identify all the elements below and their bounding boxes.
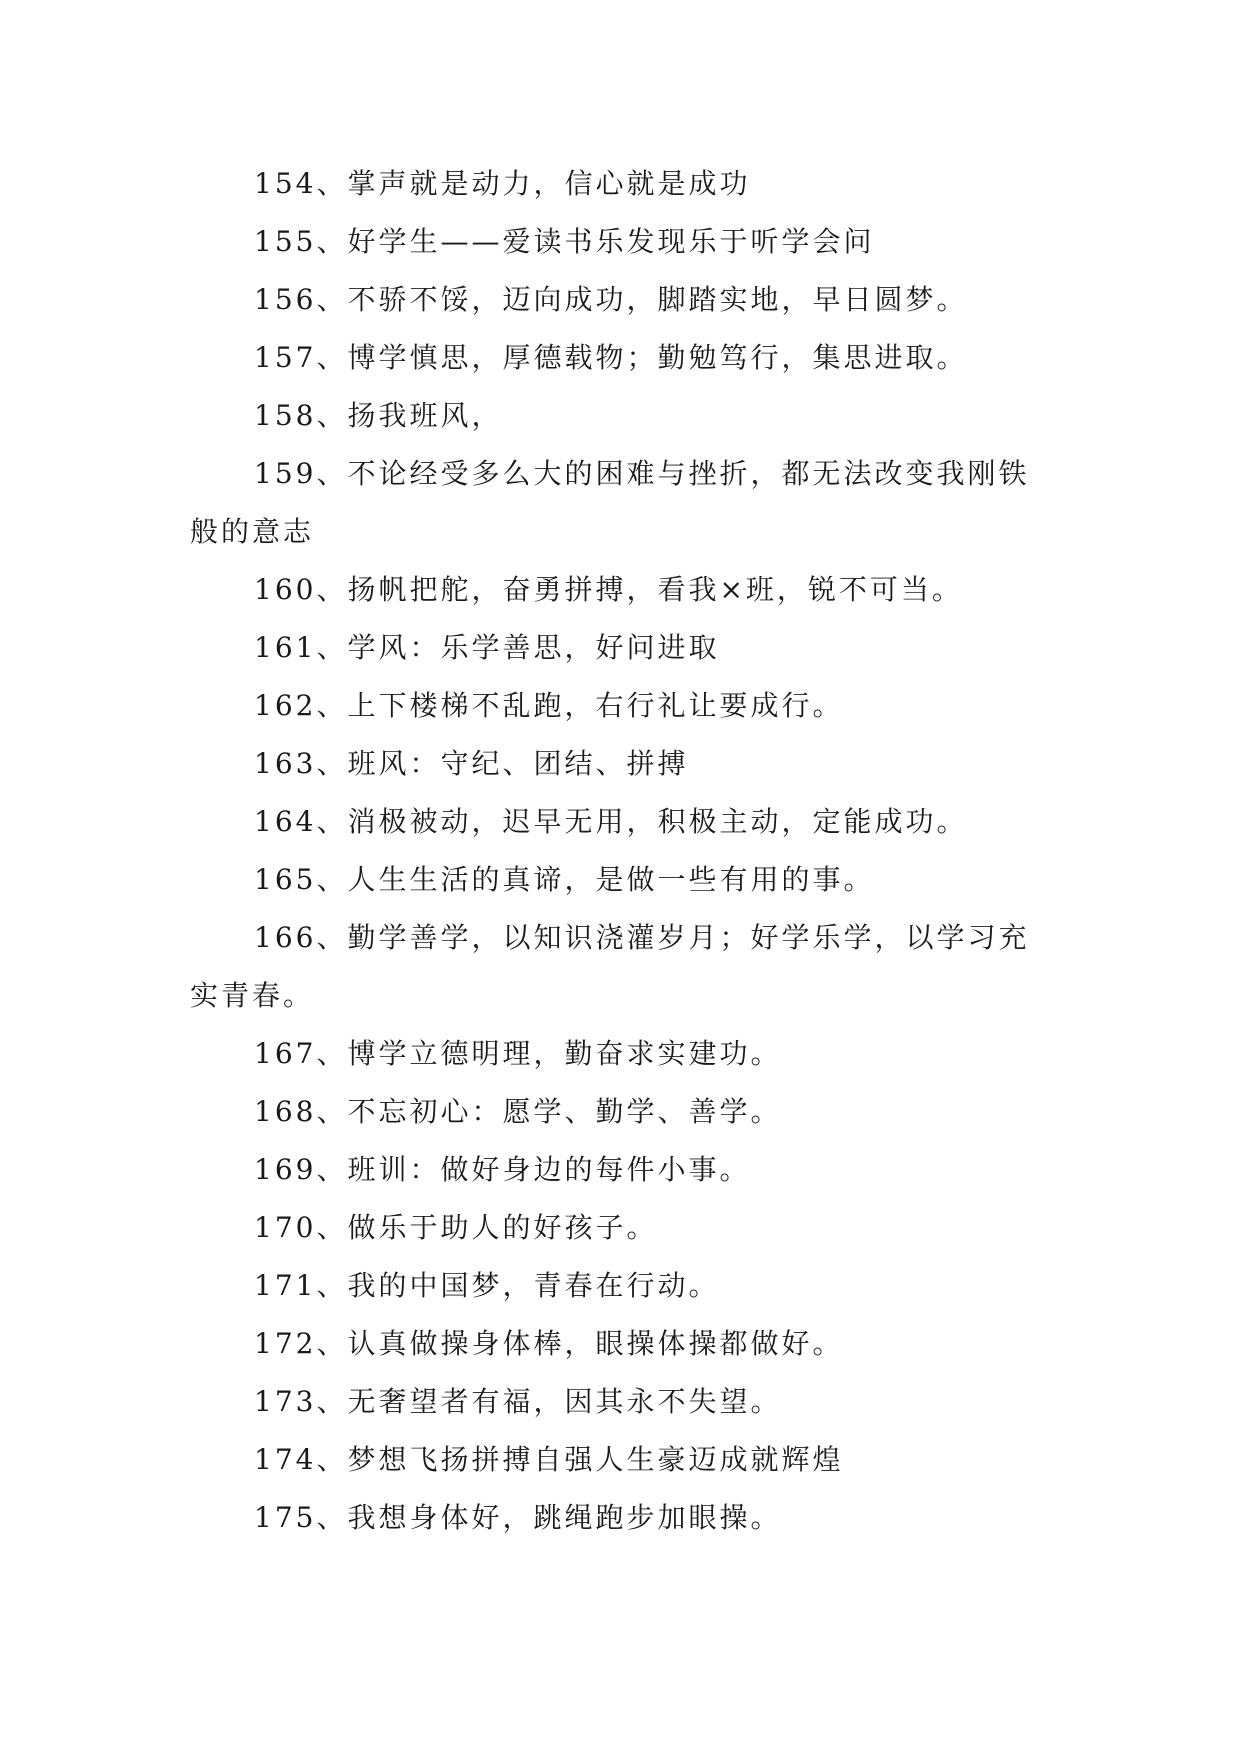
slogan-line-158: 158、扬我班风， bbox=[254, 399, 503, 432]
slogan-line-162: 162、上下楼梯不乱跑，右行礼让要成行。 bbox=[254, 689, 844, 722]
slogan-line-170: 170、做乐于助人的好孩子。 bbox=[254, 1211, 658, 1244]
slogan-line-175: 175、我想身体好，跳绳跑步加眼操。 bbox=[254, 1501, 782, 1534]
slogan-line-161: 161、学风：乐学善思，好问进取 bbox=[254, 631, 720, 664]
slogan-line-155: 155、好学生——爱读书乐发现乐于听学会问 bbox=[254, 225, 875, 258]
slogan-line-172: 172、认真做操身体棒，眼操体操都做好。 bbox=[254, 1327, 844, 1360]
slogan-line-173: 173、无奢望者有福，因其永不失望。 bbox=[254, 1385, 782, 1418]
slogan-line-174: 174、梦想飞扬拼搏自强人生豪迈成就辉煌 bbox=[254, 1443, 844, 1476]
slogan-line-167: 167、博学立德明理，勤奋求实建功。 bbox=[254, 1037, 782, 1070]
document-body bbox=[190, 155, 1052, 1547]
slogan-line-163: 163、班风：守纪、团结、拼搏 bbox=[254, 747, 689, 780]
slogan-line-156: 156、不骄不馁，迈向成功，脚踏实地，早日圆梦。 bbox=[254, 283, 968, 316]
slogan-line-171: 171、我的中国梦，青春在行动。 bbox=[254, 1269, 720, 1302]
slogan-line-159: 159、不论经受多么大的困难与挫折，都无法改变我刚铁般的意志 bbox=[190, 457, 1030, 548]
slogan-line-165: 165、人生生活的真谛，是做一些有用的事。 bbox=[254, 863, 875, 896]
slogan-line-154: 154、掌声就是动力，信心就是成功 bbox=[254, 167, 751, 200]
slogan-line-166: 166、勤学善学，以知识浇灌岁月；好学乐学，以学习充实青春。 bbox=[190, 921, 1030, 1012]
slogan-line-169: 169、班训：做好身边的每件小事。 bbox=[254, 1153, 751, 1186]
slogan-line-164: 164、消极被动，迟早无用，积极主动，定能成功。 bbox=[254, 805, 968, 838]
slogan-line-157: 157、博学慎思，厚德载物；勤勉笃行，集思进取。 bbox=[254, 341, 968, 374]
slogan-line-160: 160、扬帆把舵，奋勇拼搏，看我×班，锐不可当。 bbox=[254, 573, 963, 606]
slogan-line-168: 168、不忘初心：愿学、勤学、善学。 bbox=[254, 1095, 782, 1128]
